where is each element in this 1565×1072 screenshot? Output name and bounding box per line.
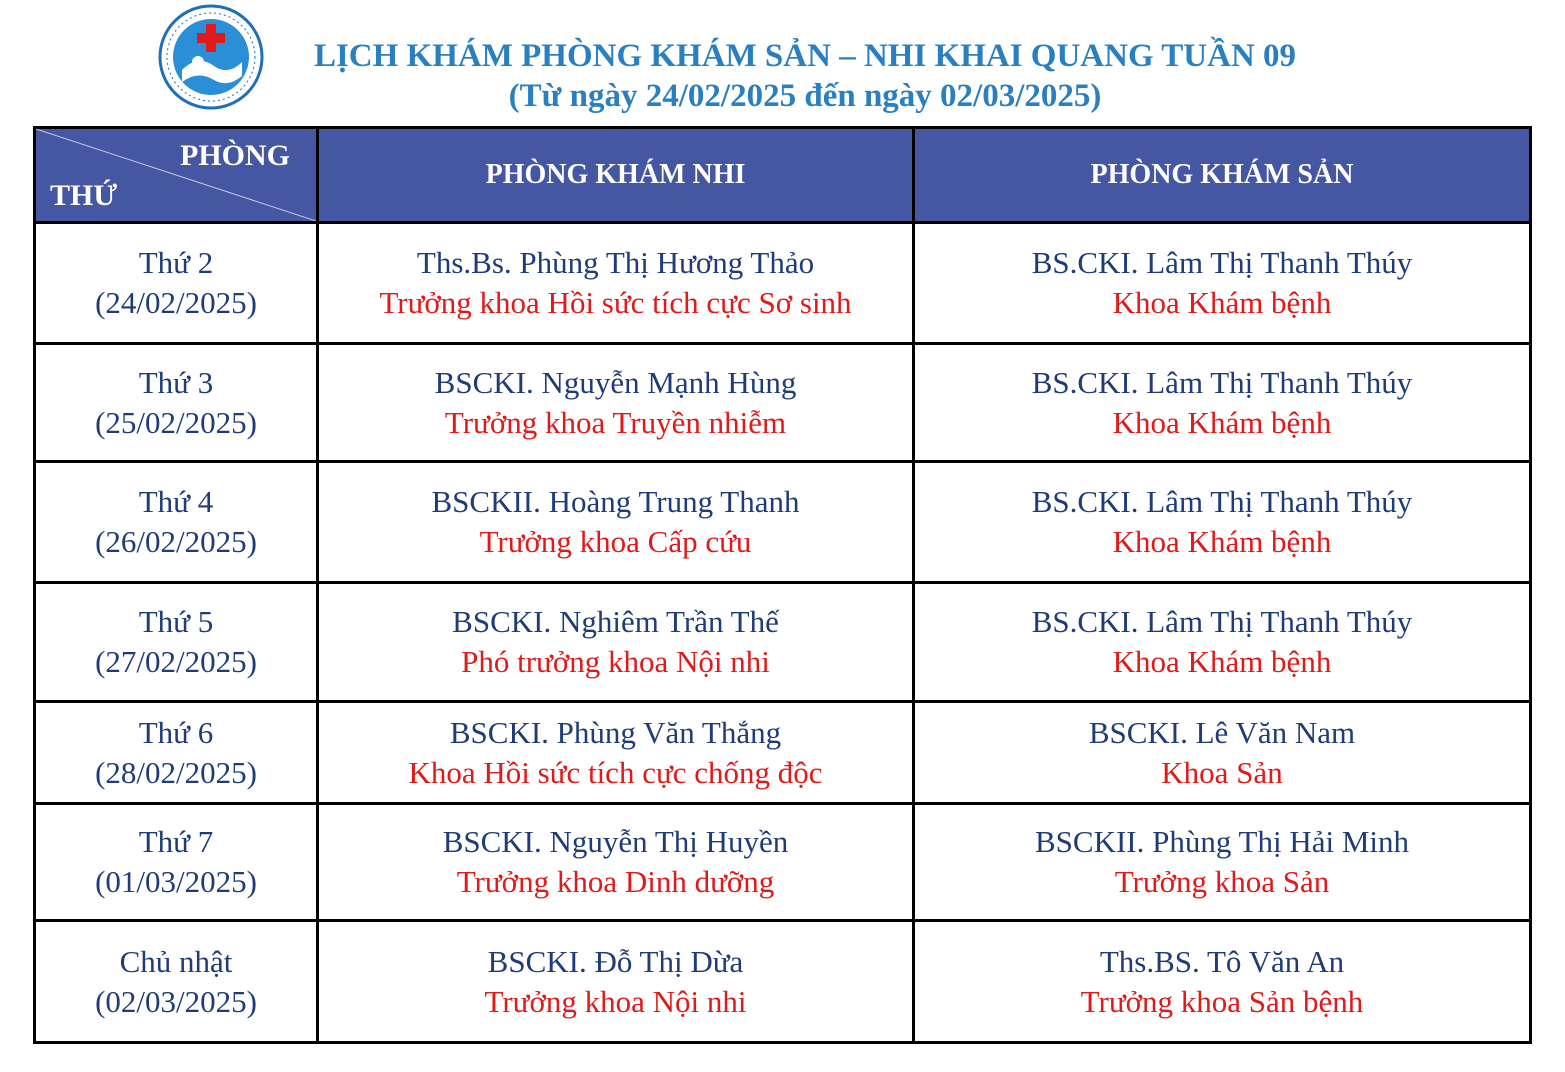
doctor-name: BSCKI. Nguyễn Thị Huyền <box>442 824 789 859</box>
pediatric-cell <box>318 921 914 1043</box>
schedule-table <box>33 126 1532 1044</box>
department-name: Khoa Khám bệnh <box>1112 285 1332 320</box>
table-row <box>35 702 1531 804</box>
table-row <box>35 583 1531 702</box>
corner-header-cell <box>35 128 318 223</box>
day-cell <box>35 921 318 1043</box>
obstetric-column-header: PHÒNG KHÁM SẢN <box>914 128 1531 223</box>
pediatric-cell <box>318 223 914 344</box>
doctor-name: BSCKI. Lê Văn Nam <box>1088 714 1356 750</box>
day-name: Thứ 6 <box>138 714 214 750</box>
table-row <box>35 804 1531 921</box>
doctor-name: BS.CKI. Lâm Thị Thanh Thúy <box>1031 604 1413 639</box>
day-cell <box>35 223 318 344</box>
day-date: (27/02/2025) <box>95 644 257 679</box>
day-name: Thứ 3 <box>138 364 214 400</box>
day-date: (01/03/2025) <box>95 864 257 899</box>
hospital-logo-icon <box>158 4 264 110</box>
department-name: Trưởng khoa Sản bệnh <box>1080 983 1364 1019</box>
department-name: Khoa Khám bệnh <box>1112 524 1332 559</box>
day-date: (02/03/2025) <box>95 983 257 1019</box>
day-date: (25/02/2025) <box>95 404 257 440</box>
day-date: (26/02/2025) <box>95 524 257 559</box>
doctor-name: Ths.Bs. Phùng Thị Hương Thảo <box>416 245 815 280</box>
day-cell <box>35 462 318 583</box>
department-name: Phó trưởng khoa Nội nhi <box>461 644 770 679</box>
corner-day-label: THỨ <box>50 179 118 212</box>
doctor-name: BSCKI. Nguyễn Mạnh Hùng <box>434 364 797 400</box>
department-name: Trưởng khoa Nội nhi <box>484 983 747 1019</box>
table-row <box>35 223 1531 344</box>
day-name: Thứ 5 <box>138 604 214 639</box>
day-cell <box>35 583 318 702</box>
department-name: Khoa Khám bệnh <box>1112 644 1332 679</box>
obstetric-cell <box>914 344 1531 462</box>
doctor-name: BSCKII. Hoàng Trung Thanh <box>431 484 800 519</box>
day-cell <box>35 344 318 462</box>
doctor-name: BSCKI. Nghiêm Trần Thế <box>452 604 779 639</box>
day-name: Thứ 4 <box>138 484 214 519</box>
obstetric-cell <box>914 462 1531 583</box>
department-name: Trưởng khoa Dinh dưỡng <box>456 864 775 899</box>
day-name: Thứ 2 <box>138 245 214 280</box>
department-name: Trưởng khoa Sản <box>1114 864 1330 899</box>
doctor-name: Ths.BS. Tô Văn An <box>1099 943 1345 979</box>
corner-room-label: PHÒNG <box>180 139 290 172</box>
page-title: LỊCH KHÁM PHÒNG KHÁM SẢN – NHI KHAI QUANG TUẦN 09 <box>313 38 1297 74</box>
doctor-name: BS.CKI. Lâm Thị Thanh Thúy <box>1031 364 1413 400</box>
page-subtitle: (Từ ngày 24/02/2025 đến ngày 02/03/2025) <box>508 78 1102 114</box>
day-date: (28/02/2025) <box>95 754 257 790</box>
table-row <box>35 921 1531 1043</box>
obstetric-cell <box>914 223 1531 344</box>
day-cell <box>35 702 318 804</box>
page-title-block <box>300 36 1310 116</box>
doctor-name: BSCKI. Đỗ Thị Dừa <box>487 943 744 979</box>
day-date: (24/02/2025) <box>95 285 257 320</box>
pediatric-column-header: PHÒNG KHÁM NHI <box>318 128 914 223</box>
pediatric-cell <box>318 702 914 804</box>
pediatric-cell <box>318 462 914 583</box>
doctor-name: BSCKII. Phùng Thị Hải Minh <box>1034 824 1410 859</box>
obstetric-cell <box>914 702 1531 804</box>
department-name: Trưởng khoa Truyền nhiễm <box>444 404 787 440</box>
pediatric-cell <box>318 804 914 921</box>
day-name: Thứ 7 <box>138 824 214 859</box>
table-row <box>35 462 1531 583</box>
doctor-name: BS.CKI. Lâm Thị Thanh Thúy <box>1031 245 1413 280</box>
department-name: Khoa Hồi sức tích cực chống độc <box>408 754 823 790</box>
department-name: Khoa Sản <box>1161 754 1283 790</box>
department-name: Trưởng khoa Hồi sức tích cực Sơ sinh <box>379 285 852 320</box>
table-row <box>35 344 1531 462</box>
obstetric-cell <box>914 921 1531 1043</box>
department-name: Trưởng khoa Cấp cứu <box>479 524 752 559</box>
table-header-row <box>35 128 1531 223</box>
department-name: Khoa Khám bệnh <box>1112 404 1332 440</box>
doctor-name: BS.CKI. Lâm Thị Thanh Thúy <box>1031 484 1413 519</box>
obstetric-cell <box>914 804 1531 921</box>
doctor-name: BSCKI. Phùng Văn Thắng <box>449 714 782 750</box>
pediatric-cell <box>318 583 914 702</box>
day-name: Chủ nhật <box>119 943 233 979</box>
pediatric-cell <box>318 344 914 462</box>
obstetric-cell <box>914 583 1531 702</box>
day-cell <box>35 804 318 921</box>
